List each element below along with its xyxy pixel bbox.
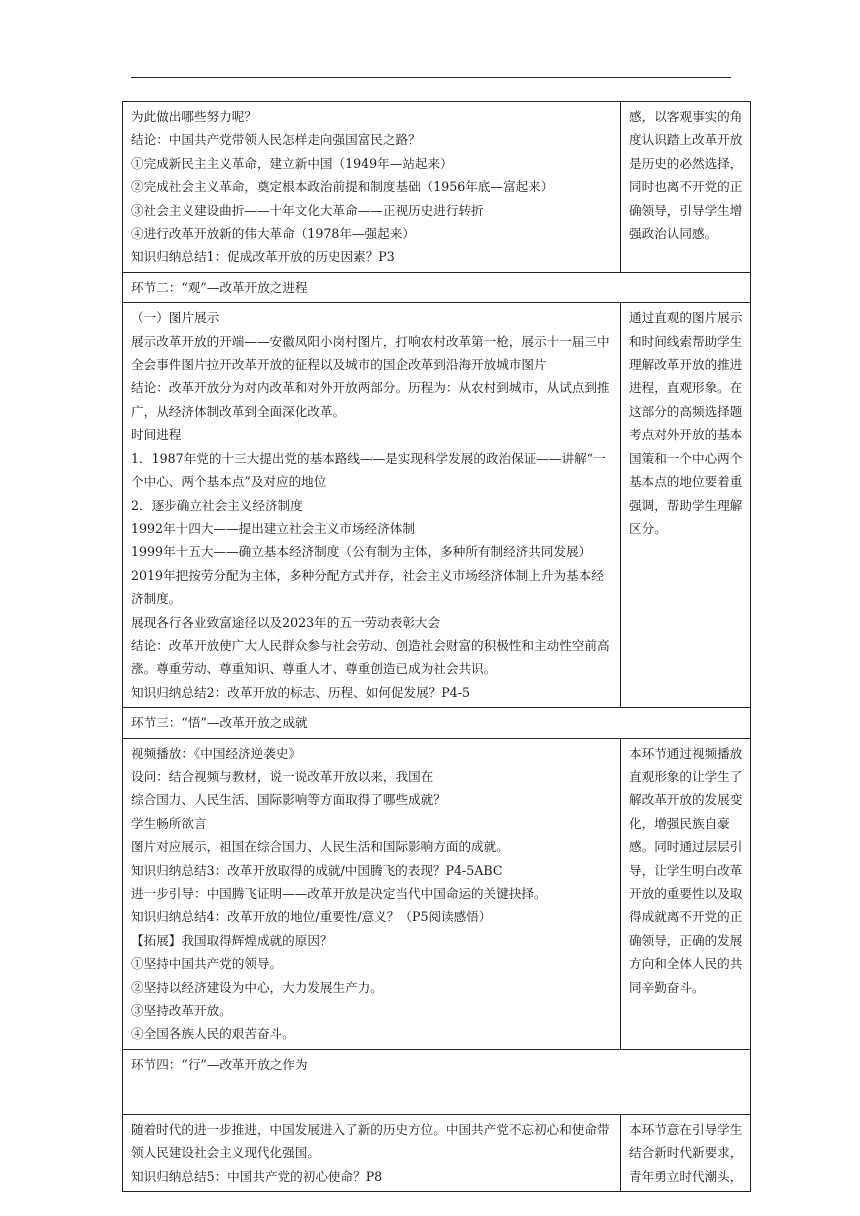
text-line: 知识归纳总结2：改革开放的标志、历程、如何促发展？P4-5 [131, 684, 471, 700]
text-line: 知识归纳总结1：促成改革开放的历史因素？P3 [131, 249, 395, 265]
text-line: 随着时代的进一步推进，中国发展进入了新的历史方位。中国共产党不忘初心和使命带领人民建设社会主义现代化强国。 [131, 1121, 610, 1161]
text-line: 设问：结合视频与教材，说一说改革开放以来，我国在 [131, 768, 434, 784]
text-line: 展示改革开放的开端——安徽凤阳小岗村图片，打响农村改革第一枪，展示十一届三中全会事件图片拉开改革开放的征程以及城市的国企改革到沿海开放城市图片 [131, 333, 610, 373]
design-intent-text: 感，以客观事实的角度认识踏上改革开放是历史的必然选择，同时也离不开党的正确领导，引导学生增强政治认同感。 [629, 109, 743, 242]
activity-cell [123, 303, 621, 708]
section-row [123, 1049, 751, 1114]
design-intent-text: 本环节意在引导学生结合新时代新要求，青年勇立时代潮头， [629, 1121, 743, 1184]
design-intent-cell [621, 1114, 751, 1191]
text-line: 2019年把按劳分配为主体，多种分配方式并存，社会主义市场经济体制上升为基本经济制度。 [131, 567, 604, 607]
text-line: ①坚持中国共产党的领导。 [131, 956, 283, 972]
design-intent-cell [621, 738, 751, 1049]
text-line: 知识归纳总结4：改革开放的地位/重要性/意义？（P5阅读感悟） [131, 909, 492, 925]
text-line: 学生畅所欲言 [131, 815, 207, 831]
text-line: （一）图片展示 [131, 310, 220, 326]
activity-cell [123, 738, 621, 1049]
text-line: 知识归纳总结3：改革开放取得的成就/中国腾飞的表现？P4-5ABC [131, 862, 503, 878]
text-line: 为此做出哪些努力呢？ [131, 109, 257, 124]
text-line: 1992年十四大——提出建立社会主义市场经济体制 [131, 520, 415, 536]
design-intent-text: 通过直观的图片展示和时间线索帮助学生理解改革开放的推进进程，直观形象。在这部分的高频选择题考点对外开放的基本国策和一个中心两个基本点的地位要着重强调，帮助学生理解区分。 [629, 310, 743, 536]
text-line: 图片对应展示，祖国在综合国力、人民生活和国际影响方面的成就。 [131, 839, 509, 855]
header-rule [131, 77, 731, 78]
text-line: 1999年十五大——确立基本经济制度（公有制为主体，多种所有制经济共同发展） [131, 544, 592, 560]
text-line: ②完成社会主义革命，奠定根本政治前提和制度基础（1956年底—富起来） [131, 179, 554, 195]
table-row [123, 303, 751, 708]
text-line: 【拓展】我国取得辉煌成就的原因？ [131, 932, 333, 948]
text-line: 1．1987年党的十三大提出党的基本路线——是实现科学发展的政治保证——讲解“一个中心、两个基本点”及对应的地位 [131, 450, 606, 490]
text-line: 综合国力、人民生活、国际影响等方面取得了哪些成就？ [131, 792, 446, 808]
section-title: 环节二：“观”—改革开放之进程 [123, 272, 751, 302]
design-intent-cell [621, 303, 751, 708]
activity-cell [123, 1114, 621, 1191]
text-line: 2．逐步确立社会主义经济制度 [131, 497, 303, 513]
table-row [123, 738, 751, 1049]
section-title: 环节四：“行”—改革开放之作为 [123, 1049, 751, 1114]
text-line: 进一步引导：中国腾飞证明——改革开放是决定当代中国命运的关键抉择。 [131, 886, 547, 901]
table-row [123, 102, 751, 273]
lesson-plan-table [122, 101, 751, 1192]
section-row [123, 272, 751, 302]
text-line: 结论：中国共产党带领人民怎样走向强国富民之路？ [131, 132, 421, 148]
section-title: 环节三：“悟”—改革开放之成就 [123, 708, 751, 738]
text-line: 结论：改革开放分为对内改革和对外开放两部分。历程为：从农村到城市，从试点到推广，从经济体制改革到全面深化改革。 [131, 380, 610, 419]
table-row [123, 1114, 751, 1191]
section-row [123, 708, 751, 738]
design-intent-text: 本环节通过视频播放直观形象的让学生了解改革开放的发展变化，增强民族自豪感。同时通过层层引导，让学生明白改革开放的重要性以及取得成就离不开党的正确领导，正确的发展方向和全体人民的共同辛勤奋斗。 [629, 745, 743, 995]
text-line: ①完成新民主主义革命，建立新中国（1949年—站起来） [131, 155, 453, 171]
text-line: ③社会主义建设曲折——十年文化大革命——正视历史进行转折 [131, 202, 484, 218]
design-intent-cell [621, 102, 751, 273]
text-line: 结论：改革开放使广大人民群众参与社会劳动、创造社会财富的积极性和主动性空前高涨。尊重劳动、尊重知识、尊重人才、尊重创造已成为社会共识。 [131, 637, 610, 677]
text-line: 知识归纳总结5：中国共产党的初心使命？P8 [131, 1168, 383, 1184]
text-line: 展现各行各业致富途径以及2023年的五一劳动表彰大会 [131, 614, 441, 630]
text-line: ④全国各族人民的艰苦奋斗。 [131, 1026, 295, 1042]
text-line: 时间进程 [131, 427, 182, 443]
text-line: ④进行改革开放新的伟大革命（1978年—强起来） [131, 226, 415, 242]
text-line: ②坚持以经济建设为中心，大力发展生产力。 [131, 979, 383, 995]
text-line: ③坚持改革开放。 [131, 1003, 232, 1019]
activity-cell [123, 102, 621, 273]
text-line: 视频播放：《中国经济逆袭史》 [131, 745, 302, 761]
